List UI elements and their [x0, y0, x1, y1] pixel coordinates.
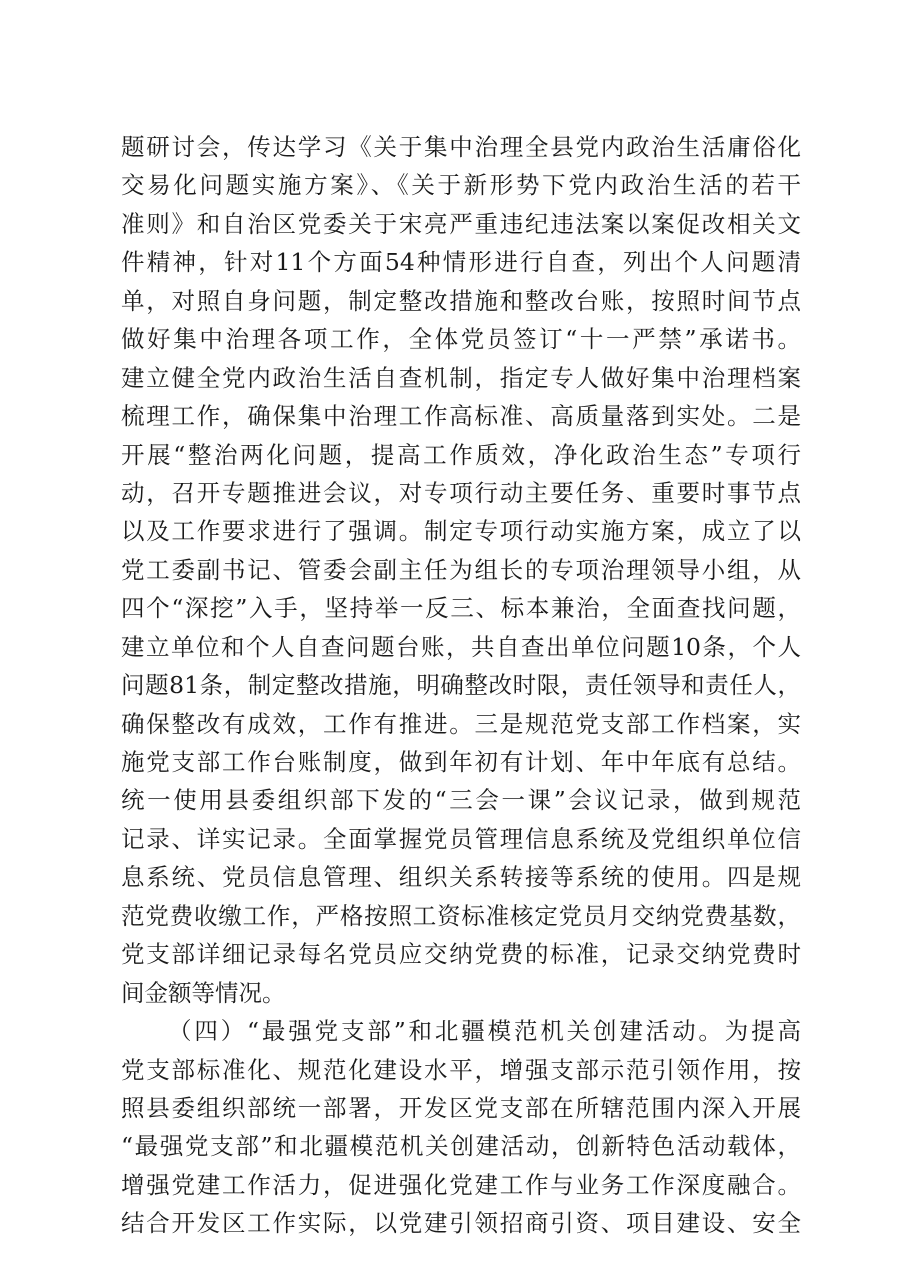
text-line: 开展“整治两化问题，提高工作质效，净化政治生态”专项行	[121, 440, 801, 469]
text-line: 建立健全党内政治生活自查机制，指定专人做好集中治理档案	[121, 363, 801, 392]
text-line: 确保整改有成效，工作有推进。三是规范党支部工作档案，实	[121, 709, 801, 738]
text-line: 梳理工作，确保集中治理工作高标准、高质量落到实处。二是	[121, 402, 801, 431]
text-line: 单，对照自身问题，制定整改措施和整改台账，按照时间节点	[121, 286, 801, 315]
text-line: 四个“深挖”入手，坚持举一反三、标本兼治，全面查找问题，	[121, 594, 801, 623]
text-line: 照县委组织部统一部署，开发区党支部在所辖范围内深入开展	[121, 1093, 801, 1122]
section-heading-line: （四）“最强党支部”和北疆模范机关创建活动。为提高	[168, 1017, 801, 1046]
text-line: 动，召开专题推进会议，对专项行动主要任务、重要时事节点	[121, 478, 801, 507]
text-line: 范党费收缴工作，严格按照工资标准核定党员月交纳党费基数，	[121, 901, 801, 930]
text-line: 结合开发区工作实际，以党建引领招商引资、项目建设、安全	[121, 1209, 801, 1238]
text-line: 党工委副书记、管委会副主任为组长的专项治理领导小组，从	[121, 555, 801, 584]
text-line: 党支部标准化、规范化建设水平，增强支部示范引领作用，按	[121, 1055, 801, 1084]
text-line: 以及工作要求进行了强调。制定专项行动实施方案，成立了以	[121, 517, 801, 546]
text-line: 交易化问题实施方案》、《关于新形势下党内政治生活的若干	[121, 171, 801, 200]
text-line: 统一使用县委组织部下发的“三会一课”会议记录，做到规范	[121, 786, 801, 815]
body-text	[121, 128, 801, 1243]
text-line: 施党支部工作台账制度，做到年初有计划、年中年底有总结。	[121, 748, 801, 776]
text-line: 做好集中治理各项工作，全体党员签订“十一严禁”承诺书。	[121, 325, 801, 354]
text-line: 准则》和自治区党委关于宋亮严重违纪违法案以案促改相关文	[121, 209, 801, 238]
text-line: 问题81条，制定整改措施，明确整改时限，责任领导和责任人，	[121, 671, 801, 700]
text-line: 记录、详实记录。全面掌握党员管理信息系统及党组织单位信	[121, 824, 801, 853]
text-line: 党支部详细记录每名党员应交纳党费的标准，记录交纳党费时	[121, 940, 801, 969]
paragraph-end-line: 间金额等情况。	[121, 978, 286, 1007]
text-line: 息系统、党员信息管理、组织关系转接等系统的使用。四是规	[121, 863, 801, 892]
text-line: 题研讨会，传达学习《关于集中治理全县党内政治生活庸俗化	[121, 133, 801, 161]
text-line: 件精神，针对11个方面54种情形进行自查，列出个人问题清	[121, 248, 801, 277]
text-line: 增强党建工作活力，促进强化党建工作与业务工作深度融合。	[121, 1170, 801, 1199]
text-line: 建立单位和个人自查问题台账，共自查出单位问题10条，个人	[121, 632, 801, 661]
text-line: “最强党支部”和北疆模范机关创建活动，创新特色活动载体，	[121, 1132, 801, 1161]
